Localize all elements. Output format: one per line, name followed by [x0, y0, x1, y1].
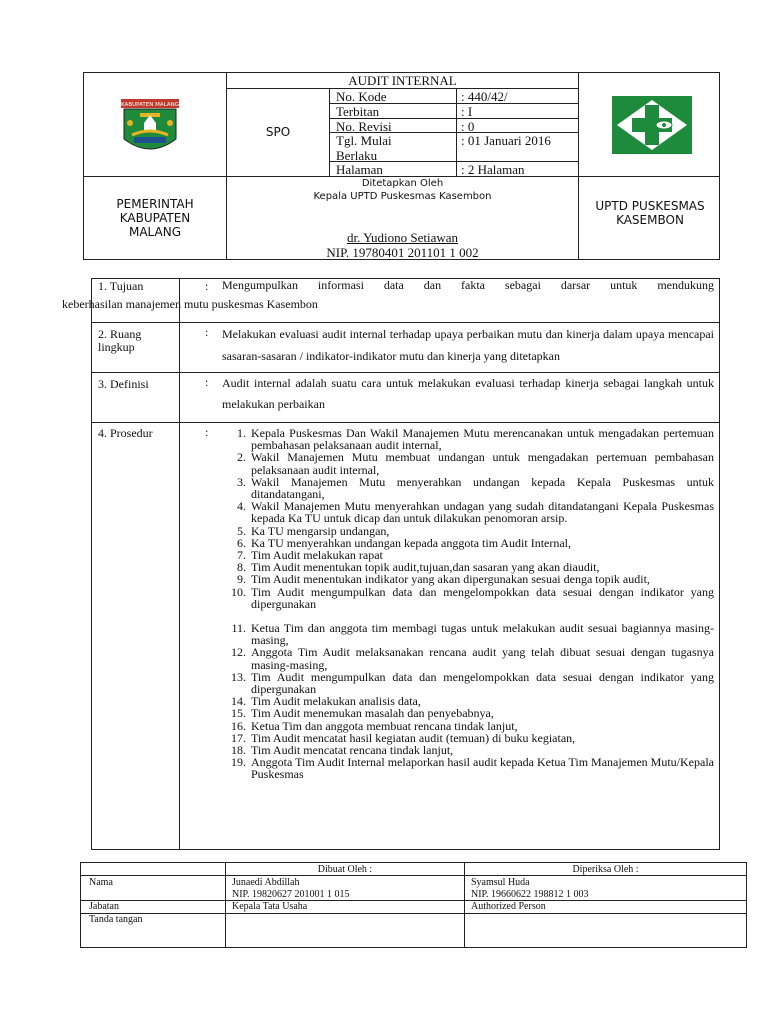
- prosedur-item-number: 1.: [237, 426, 246, 440]
- meta-value-kode: : 440/42/: [461, 89, 508, 104]
- meta-value-tgl: : 01 Januari 2016: [461, 133, 551, 148]
- ruang-lingkup-label: 2. Ruang lingkup: [98, 327, 142, 354]
- prosedur-item-text: Wakil Manajemen Mutu menyerahkan undagan yang sudah ditandatangani Kepala Puskesmas kepada Ka TU untuk dicap dan untuk dilakukan penomoran arsip.: [251, 499, 714, 526]
- tujuan-label: 1. Tujuan: [98, 279, 144, 293]
- prosedur-item-number: 5.: [237, 523, 246, 538]
- prosedur-item-number: 16.: [231, 718, 246, 733]
- signer-nip: NIP. 19780401 201101 1 002: [326, 245, 479, 260]
- prosedur-item-number: 11.: [231, 621, 246, 636]
- tujuan-text-a: Mengumpulkan informasi data dan fakta sebagai darsar untuk mendukung: [222, 278, 714, 292]
- prosedur-item: [222, 500, 714, 524]
- definisi-label: 3. Definisi: [98, 377, 149, 391]
- prosedur-item-text: Tim Audit melakukan analisis data,: [251, 694, 421, 709]
- prosedur-item: [222, 707, 714, 719]
- prosedur-list: [222, 427, 714, 781]
- kabupaten-malang-logo: [114, 99, 186, 157]
- meta-label-revisi: No. Revisi: [336, 119, 392, 134]
- maker-job: Kepala Tata Usaha: [232, 901, 308, 912]
- document-title: AUDIT INTERNAL: [348, 73, 457, 88]
- prosedur-item-text: Ketua Tim dan anggota tim membagi tugas untuk melakukan audit sesuai bagiannya masing-masing,: [251, 621, 714, 648]
- prosedur-item-text: Tim Audit melakukan rapat: [251, 548, 383, 563]
- prosedur-item-number: 10.: [231, 584, 246, 599]
- jabatan-label: Jabatan: [89, 901, 119, 912]
- prosedur-item-number: 3.: [237, 474, 246, 489]
- prosedur-item: [222, 646, 714, 670]
- meta-label-tgl: Tgl. Mulai Berlaku: [336, 133, 392, 163]
- prosedur-item-text: Anggota Tim Audit Internal melaporkan hasil audit kepada Ketua Tim Manajemen Mutu/Kepala Puskesmas: [251, 755, 714, 782]
- spo-label: SPO: [265, 125, 291, 139]
- prosedur-item-number: 13.: [231, 669, 246, 684]
- prosedur-item: [222, 427, 714, 451]
- spo-body: [62, 278, 720, 850]
- prosedur-item-number: 7.: [237, 548, 246, 563]
- prosedur-item-text: Wakil Manajemen Mutu menyerahkan undangan kepada Kepala Puskesmas untuk ditandatangani,: [251, 474, 714, 502]
- prosedur-item-text: Ka TU menyerahkan undangan kepada anggota tim Audit Internal,: [251, 535, 572, 550]
- tujuan-text-b: keberhasilan manajemen mutu puskesmas Kasembon: [62, 297, 318, 311]
- logo-label: KABUPATEN MALANG: [121, 102, 179, 108]
- ruang-lingkup-text: Melakukan evaluasi audit internal terhadap upaya perbaikan mutu dan kinerja dalam upaya mencapai sasaran-sasaran / indikator-indikator mutu dan kinerja yang ditetapkan: [222, 327, 714, 363]
- dibuat-oleh-heading: Dibuat Oleh :: [317, 864, 373, 875]
- prosedur-item-number: 17.: [231, 730, 246, 745]
- prosedur-item: [222, 451, 714, 475]
- maker-name: Junaedi Abdillah: [232, 877, 300, 888]
- prosedur-item-number: 19.: [231, 755, 246, 770]
- prosedur-item-text: Tim Audit menentukan topik audit,tujuan,dan sasaran yang akan diaudit,: [251, 560, 600, 575]
- prosedur-item-text: Tim Audit mencatat rencana tindak lanjut,: [251, 743, 454, 758]
- prosedur-item-text: Wakil Manajemen Mutu membuat undangan untuk mengadakan pertemuan pembahasan pelaksanaan audit internal,: [251, 450, 714, 477]
- right-organization: UPTD PUSKESMAS KASEMBON: [595, 199, 705, 227]
- prosedur-item: [222, 573, 714, 585]
- prosedur-item-text: Kepala Puskesmas Dan Wakil Manajemen Mutu merencanakan untuk mengadakan pertemuan pembahasan pelaksanaan audit internal,: [251, 426, 714, 453]
- prosedur-item-number: 15.: [231, 706, 246, 721]
- puskesmas-logo: [612, 96, 692, 154]
- diperiksa-oleh-heading: Diperiksa Oleh :: [572, 864, 639, 875]
- prosedur-item-text: Tim Audit mengumpulkan data dan mengelompokkan data sesuai dengan indikator yang dipergunakan: [251, 584, 714, 611]
- kepala-puskesmas: Kepala UPTD Puskesmas Kasembon: [313, 191, 492, 202]
- meta-value-terbitan: : I: [461, 104, 473, 119]
- signer-name: dr. Yudiono Setiawan: [346, 230, 459, 245]
- meta-value-revisi: : 0: [461, 119, 475, 134]
- meta-label-kode: No. Kode: [336, 89, 387, 104]
- prosedur-colon: :: [205, 425, 209, 439]
- tanda-tangan-label: Tanda tangan: [89, 914, 143, 925]
- prosedur-item-text: Anggota Tim Audit melaksanakan rencana audit yang telah dibuat sesuai dengan tugasnya masing-masing,: [251, 645, 714, 672]
- prosedur-item-number: 2.: [237, 450, 246, 465]
- prosedur-item: [222, 476, 714, 500]
- prosedur-item-text: Tim Audit mengumpulkan data dan mengelompokkan data sesuai dengan indikator yang dipergunakan: [251, 669, 714, 697]
- nama-label: Nama: [89, 877, 113, 888]
- spo-header: [83, 72, 720, 260]
- signature-table: [80, 862, 747, 948]
- maker-nip: NIP. 19820627 201001 1 015: [232, 889, 350, 900]
- meta-value-halaman: : 2 Halaman: [461, 162, 525, 177]
- prosedur-item: [222, 671, 714, 695]
- meta-label-halaman: Halaman: [336, 162, 383, 177]
- meta-label-terbitan: Terbitan: [336, 104, 380, 119]
- prosedur-item: [222, 756, 714, 780]
- prosedur-item-text: Tim Audit mencatat hasil kegiatan audit (temuan) di buku kegiatan,: [251, 730, 576, 745]
- prosedur-item-number: 8.: [237, 560, 246, 575]
- tujuan-colon: :: [205, 279, 209, 293]
- prosedur-item: [222, 586, 714, 610]
- prosedur-item-text: Ketua Tim dan anggota membuat rencana tindak lanjut,: [251, 718, 518, 733]
- checker-name: Syamsul Huda: [471, 877, 530, 888]
- prosedur-item-number: 12.: [231, 645, 246, 660]
- prosedur-item-number: 14.: [231, 694, 246, 709]
- prosedur-item-number: 4.: [237, 499, 246, 514]
- left-organization: PEMERINTAH KABUPATEN MALANG: [116, 197, 194, 239]
- prosedur-label: 4. Prosedur: [98, 426, 153, 440]
- ditetapkan-oleh: Ditetapkan Oleh: [361, 178, 444, 189]
- prosedur-item: [222, 525, 714, 537]
- ruang-lingkup-colon: :: [205, 325, 209, 339]
- prosedur-item-number: 18.: [231, 743, 246, 758]
- prosedur-item-number: 6.: [237, 535, 246, 550]
- prosedur-item-text: Tim Audit menemukan masalah dan penyebabnya,: [251, 706, 494, 721]
- prosedur-item-text: Ka TU mengarsip undangan,: [251, 523, 390, 538]
- prosedur-item-number: 9.: [237, 572, 246, 587]
- checker-job: Authorized Person: [471, 901, 546, 912]
- prosedur-item-text: Tim Audit menentukan indikator yang akan dipergunakan sesuai denga topik audit,: [251, 572, 650, 587]
- definisi-text: Audit internal adalah suatu cara untuk melakukan evaluasi terhadap kinerja sebagai langkah untuk melakukan perbaikan: [222, 376, 714, 411]
- definisi-colon: :: [205, 375, 209, 389]
- checker-nip: NIP. 19660622 198812 1 003: [471, 889, 589, 900]
- prosedur-item: [222, 622, 714, 646]
